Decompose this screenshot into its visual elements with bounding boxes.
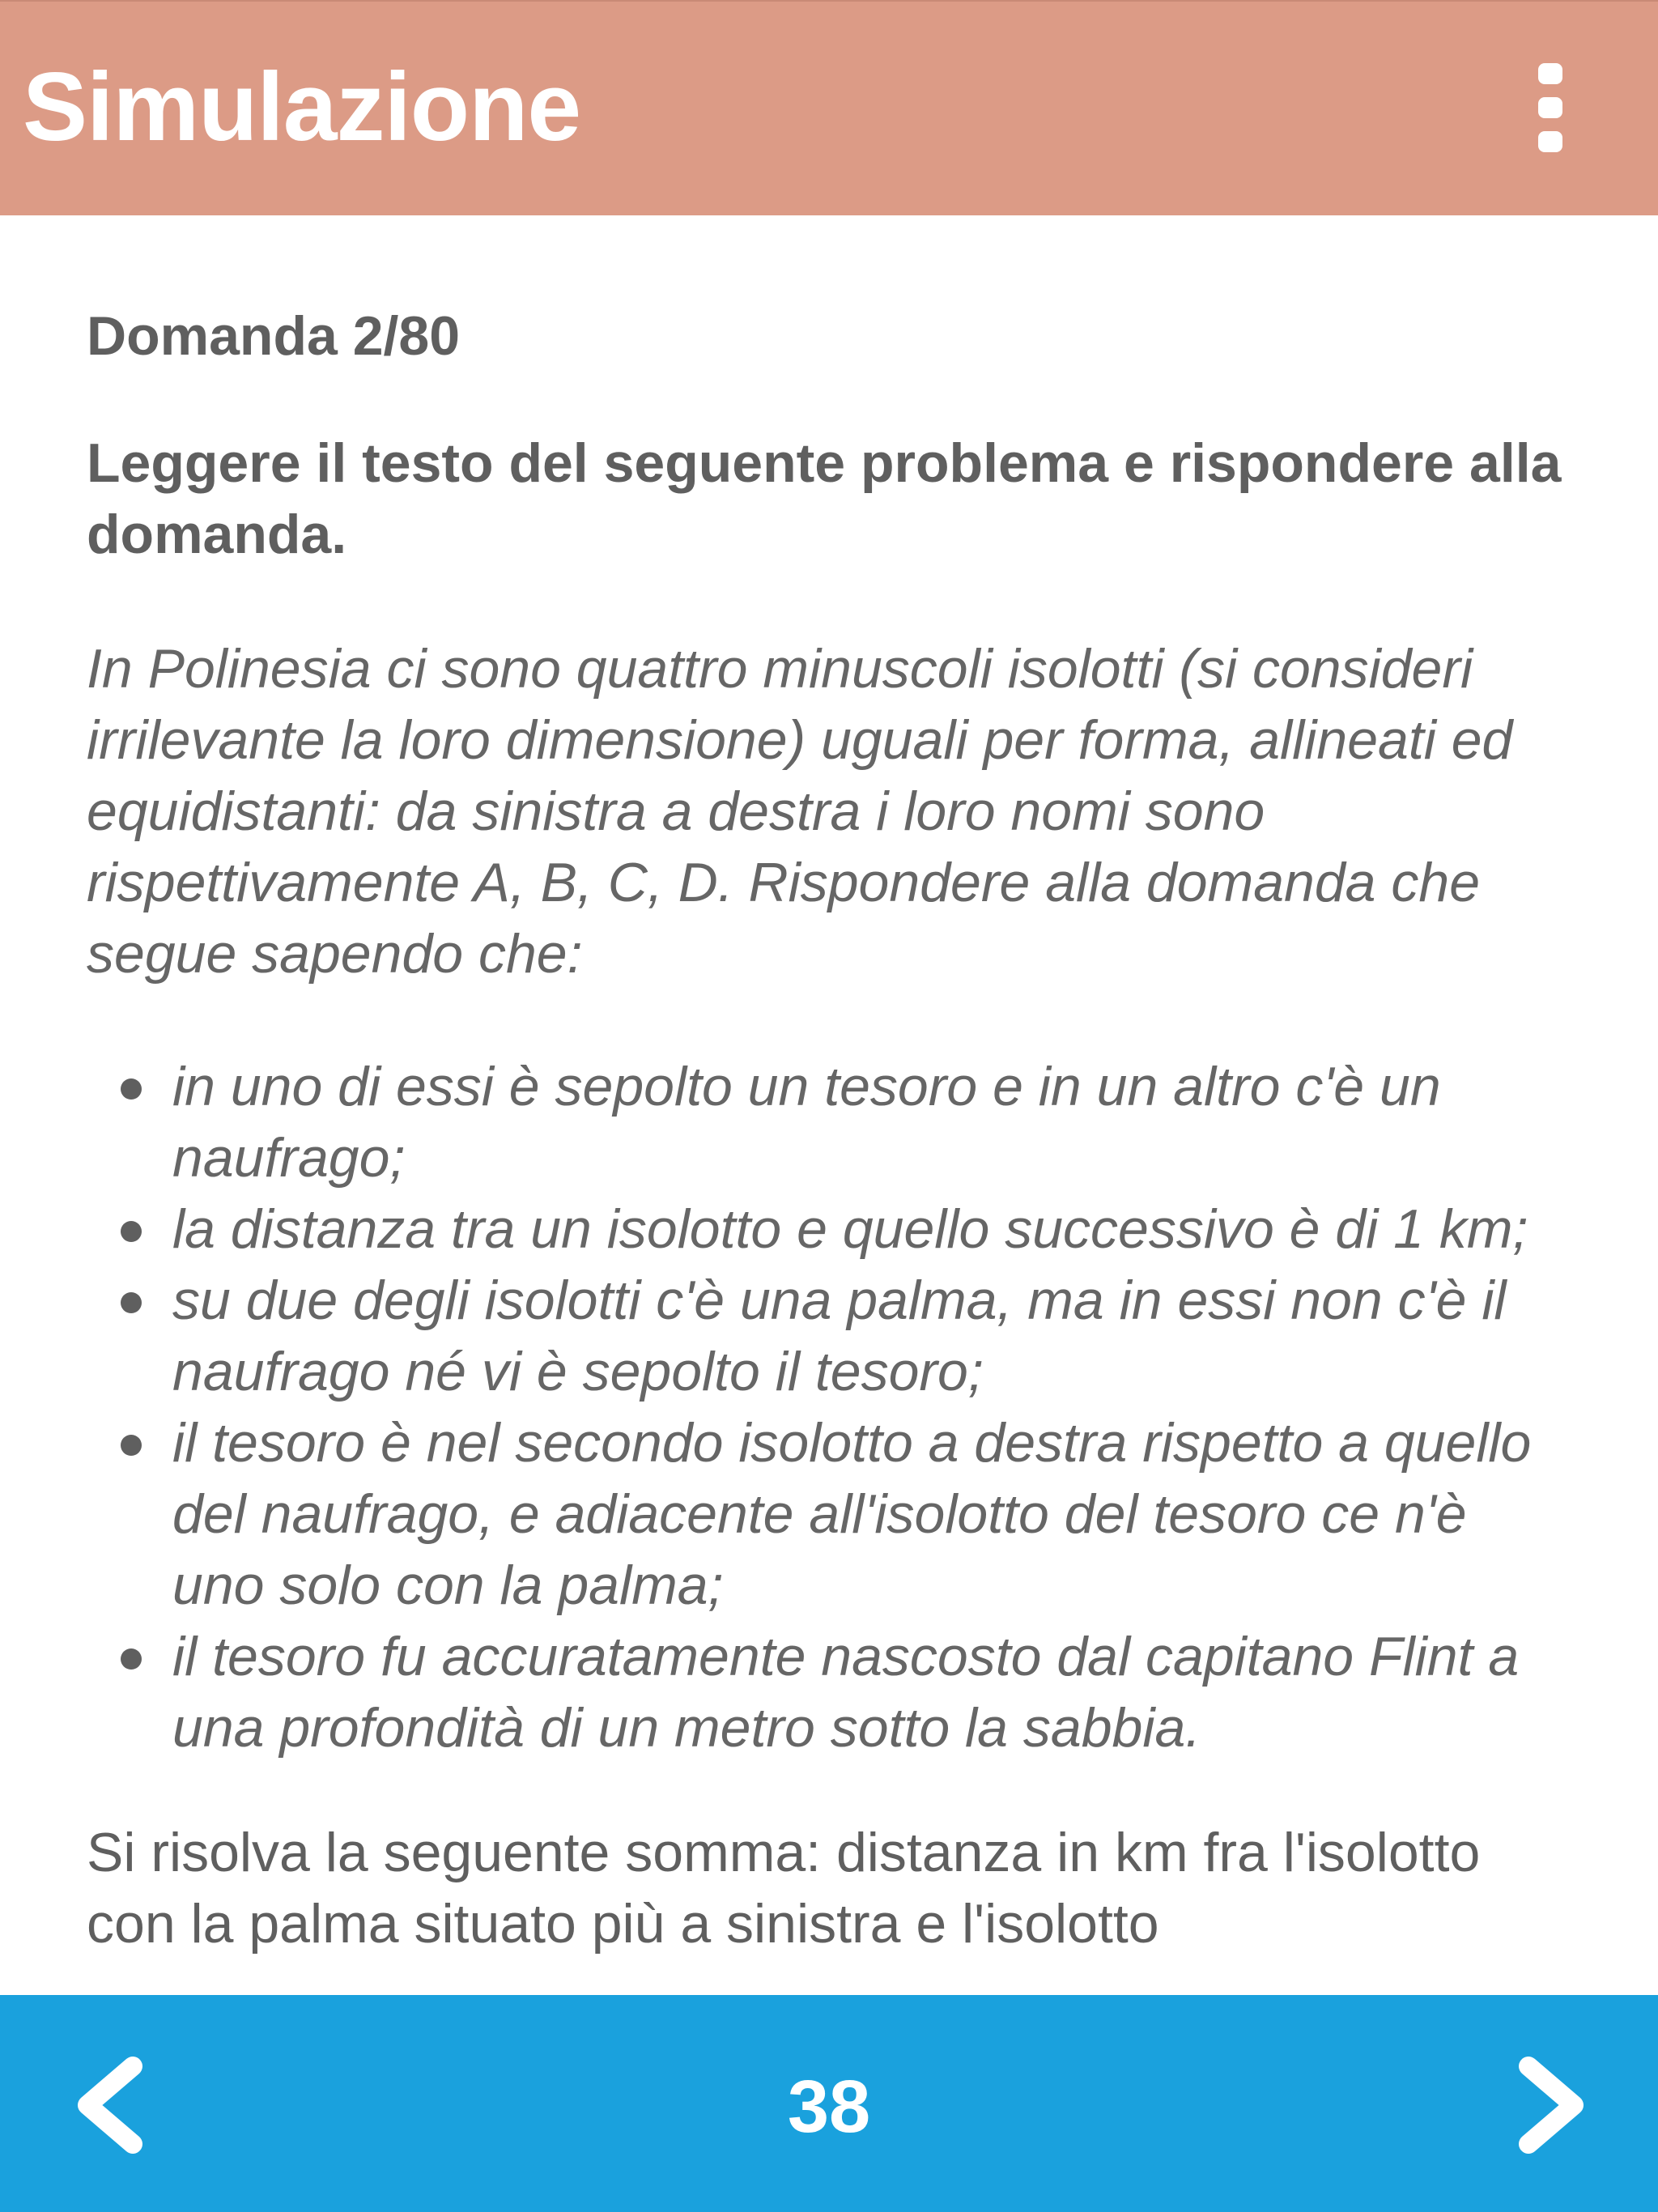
app-bar bbox=[0, 0, 1658, 215]
final-question-text: Si risolva la seguente somma: distanza in km fra l'isolotto con la palma situato più a sinistra e l'isolotto bbox=[87, 1822, 1481, 1955]
condition-item: il tesoro fu accuratamente nascosto dal capitano Flint a una profondità di un metro sotto la sabbia. bbox=[87, 1621, 1568, 1763]
question-instruction: Leggere il testo del seguente problema e rispondere alla domanda. bbox=[87, 432, 1562, 565]
conditions-list bbox=[87, 1051, 1568, 1763]
next-question-button[interactable] bbox=[1490, 2048, 1603, 2162]
menu-dot bbox=[1538, 97, 1562, 118]
chevron-right-icon bbox=[1490, 2048, 1603, 2162]
question-number: Domanda 2/80 bbox=[87, 305, 461, 367]
condition-item: la distanza tra un isolotto e quello successivo è di 1 km; bbox=[87, 1193, 1568, 1265]
chevron-left-icon bbox=[58, 2048, 172, 2162]
bottom-nav-bar bbox=[0, 1995, 1658, 2212]
problem-text: In Polinesia ci sono quattro minuscoli isolotti (si consideri irrilevante la loro dimensione) uguali per forma, allineati ed equidistanti: da sinistra a destra i loro nomi sono rispettivamente A, B, C, D. Rispondere alla domanda che segue sapendo che: bbox=[87, 638, 1513, 985]
question-counter: 38 bbox=[787, 2065, 871, 2148]
condition-item: il tesoro è nel secondo isolotto a destra rispetto a quello del naufrago, e adiacente all'isolotto del tesoro ce n'è uno solo con la palma; bbox=[87, 1407, 1568, 1621]
condition-item: in uno di essi è sepolto un tesoro e in un altro c'è un naufrago; bbox=[87, 1051, 1568, 1193]
condition-item: su due degli isolotti c'è una palma, ma in essi non c'è il naufrago né vi è sepolto il tesoro; bbox=[87, 1265, 1568, 1407]
question-content bbox=[87, 300, 1568, 1959]
menu-dot bbox=[1538, 63, 1562, 84]
previous-question-button[interactable] bbox=[58, 2048, 172, 2162]
menu-dot bbox=[1538, 131, 1562, 152]
more-vertical-icon[interactable] bbox=[1522, 63, 1579, 152]
app-title: Simulazione bbox=[23, 53, 581, 161]
